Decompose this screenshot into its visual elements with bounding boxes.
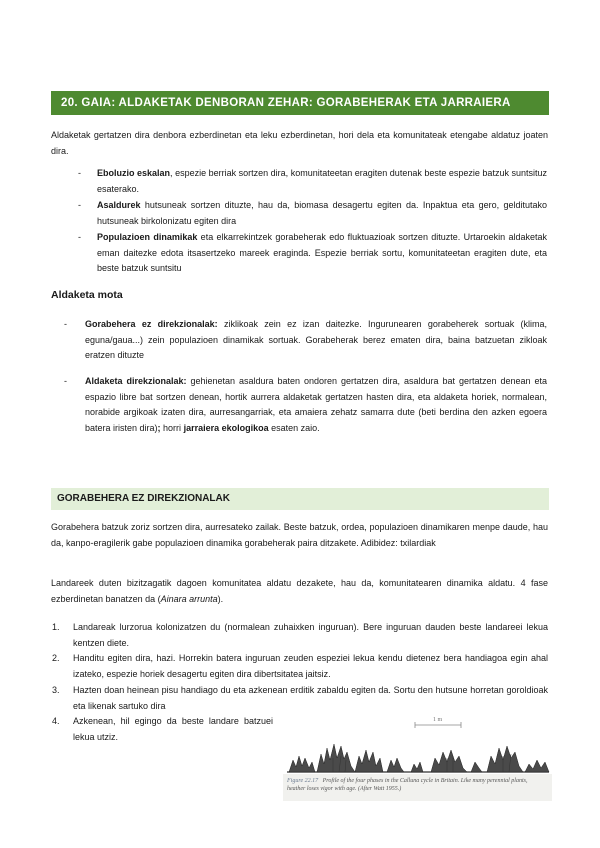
paragraph-phases-text: Landareek duten bizitzagatik dagoen komunitatea aldatu dezakete, hau da, komunitatearen dinamika aldatu. 4 fase ezberdinetan banatzen da ( bbox=[51, 578, 548, 604]
item-number: 4. bbox=[52, 716, 60, 726]
bullet-separator: ; bbox=[157, 422, 164, 433]
bullet-term: Aldaketa direkzionalak: bbox=[85, 376, 187, 386]
item-number: 2. bbox=[52, 653, 60, 663]
bullet-dash: - bbox=[78, 168, 81, 178]
subheading-change-types: Aldaketa mota bbox=[51, 289, 123, 301]
bullet-text: gehienetan asaldura baten ondoren gertatzen dira, asaldura bat gertatzen denean eta espazio libre bat sortzen denean, hortik aurrera aldaketak gertatzen hasten dira, eta aldaketa horiek, normalean, norabide argikoak izaten dira, aurresangarriak, eta amaiera zehatz samarra dute (beti berdina den azken egoera batera iristen dira) bbox=[85, 376, 547, 433]
bullet-directional bbox=[66, 374, 547, 436]
bullet-text: eta elkarrekintzek gorabeherak edo fluktuazioak sortzen dituzte. Urtaroekin aldaketak eman daitezke edota itsasertzeko mareek eraginda. Espezie berriak sortu, komunitateetan eragiten dute, eta beste batzuk suntsitu bbox=[97, 232, 547, 273]
paragraph-fluctuations: Gorabehera batzuk zoriz sortzen dira, aurresateko zailak. Beste batzuk, ordea, populazioen dinamikaren menpe daude, hau da, kanpo-eragilerik gabe populazioen dinamika gorabeherak paira ditzakete. Adibidez: txilardiak bbox=[51, 522, 548, 548]
figure-caption-text: Profile of the four phases in the Calluna cycle in Britain. Like many perennial plants, heather loses vigor with age. (After Watt 1955.) bbox=[287, 778, 528, 792]
intro-paragraph: Aldaketak gertatzen dira denbora ezberdinetan eta leku ezberdinetan, hori dela eta komunitateak etengabe aldatuz joaten dira. bbox=[51, 130, 548, 156]
bullet-text: ziklikoak zein ez izan daitezke. Ingurunearen gorabeherek sortuak (klima, eguna/gaua...) zein populazioen dinamikak sortuak. Gorabeherak berez ematen dira, baina batzuetan zikloak eratzen dituzte bbox=[85, 319, 548, 360]
paragraph-phases bbox=[51, 576, 548, 607]
scale-label: 1 m bbox=[433, 717, 443, 723]
figure-caption bbox=[287, 777, 547, 793]
bullet-term: Asaldurek bbox=[97, 200, 141, 210]
paragraph-phases-end: ). bbox=[217, 593, 224, 604]
item-number: 1. bbox=[52, 622, 60, 632]
bullet-evolution bbox=[80, 166, 547, 197]
numbered-item-4 bbox=[51, 714, 273, 745]
bullet-term: Gorabehera ez direkzionalak: bbox=[85, 319, 218, 329]
item-text: Handitu egiten dira, hazi. Horrekin batera inguruan zeuden espeziei lekua kendu dietenez bera handiagoa egin ahal izateko, espezie horiek desagertu egiten dira dibertsitatea jaitsiz. bbox=[73, 653, 548, 679]
bullet-dash: - bbox=[64, 376, 67, 386]
bullet-disturbance bbox=[80, 198, 547, 229]
bullet-population-dynamics bbox=[80, 230, 547, 277]
bullet-non-directional bbox=[66, 317, 547, 364]
section-heading-non-directional: GORABEHERA EZ DIREKZIONALAK bbox=[51, 488, 549, 510]
species-name: Ainara arrunta bbox=[160, 593, 218, 604]
bullet-text-3: esaten zaio. bbox=[268, 422, 320, 433]
bullet-text-2: horri bbox=[163, 422, 184, 433]
bullet-term-ecological-succession: jarraiera ekologikoa bbox=[183, 422, 269, 433]
item-number: 3. bbox=[52, 685, 60, 695]
bullet-term: Populazioen dinamikak bbox=[97, 232, 198, 242]
bullet-text: , espezie berriak sortzen dira, komunitateetan eragiten dutenak beste espezie batzuk suntsituz esaterako. bbox=[97, 168, 547, 194]
bullet-dash: - bbox=[78, 200, 81, 210]
item-text: Azkenean, hil egingo da beste landare batzuei lekua utziz. bbox=[73, 716, 273, 742]
figure-label: Figure 22.17 bbox=[287, 778, 319, 784]
numbered-item-3 bbox=[51, 683, 548, 714]
chapter-title: 20. GAIA: ALDAKETAK DENBORAN ZEHAR: GORABEHERAK ETA JARRAIERA bbox=[51, 91, 549, 115]
numbered-item-2 bbox=[51, 651, 548, 682]
bullet-dash: - bbox=[64, 319, 67, 329]
numbered-item-1 bbox=[51, 620, 548, 651]
item-text: Hazten doan heinean pisu handiago du eta azkenean erditik zabaldu egiten da. Sortu den hutsune horretan goroldioak eta likenak sartuko dira bbox=[73, 685, 548, 711]
item-text: Landareak lurzorua kolonizatzen du (normalean zuhaixken inguruan). Bere inguruan dauden beste landareei lekua kentzen diete. bbox=[73, 622, 548, 648]
bullet-term: Eboluzio eskalan bbox=[97, 168, 171, 178]
bullet-dash: - bbox=[78, 232, 81, 242]
bullet-text: hutsuneak sortzen dituzte, hau da, biomasa desagertu egiten da. Inpaktua eta gero, gelditutako hutsuneak birkolonizatu egiten dira bbox=[97, 200, 547, 226]
